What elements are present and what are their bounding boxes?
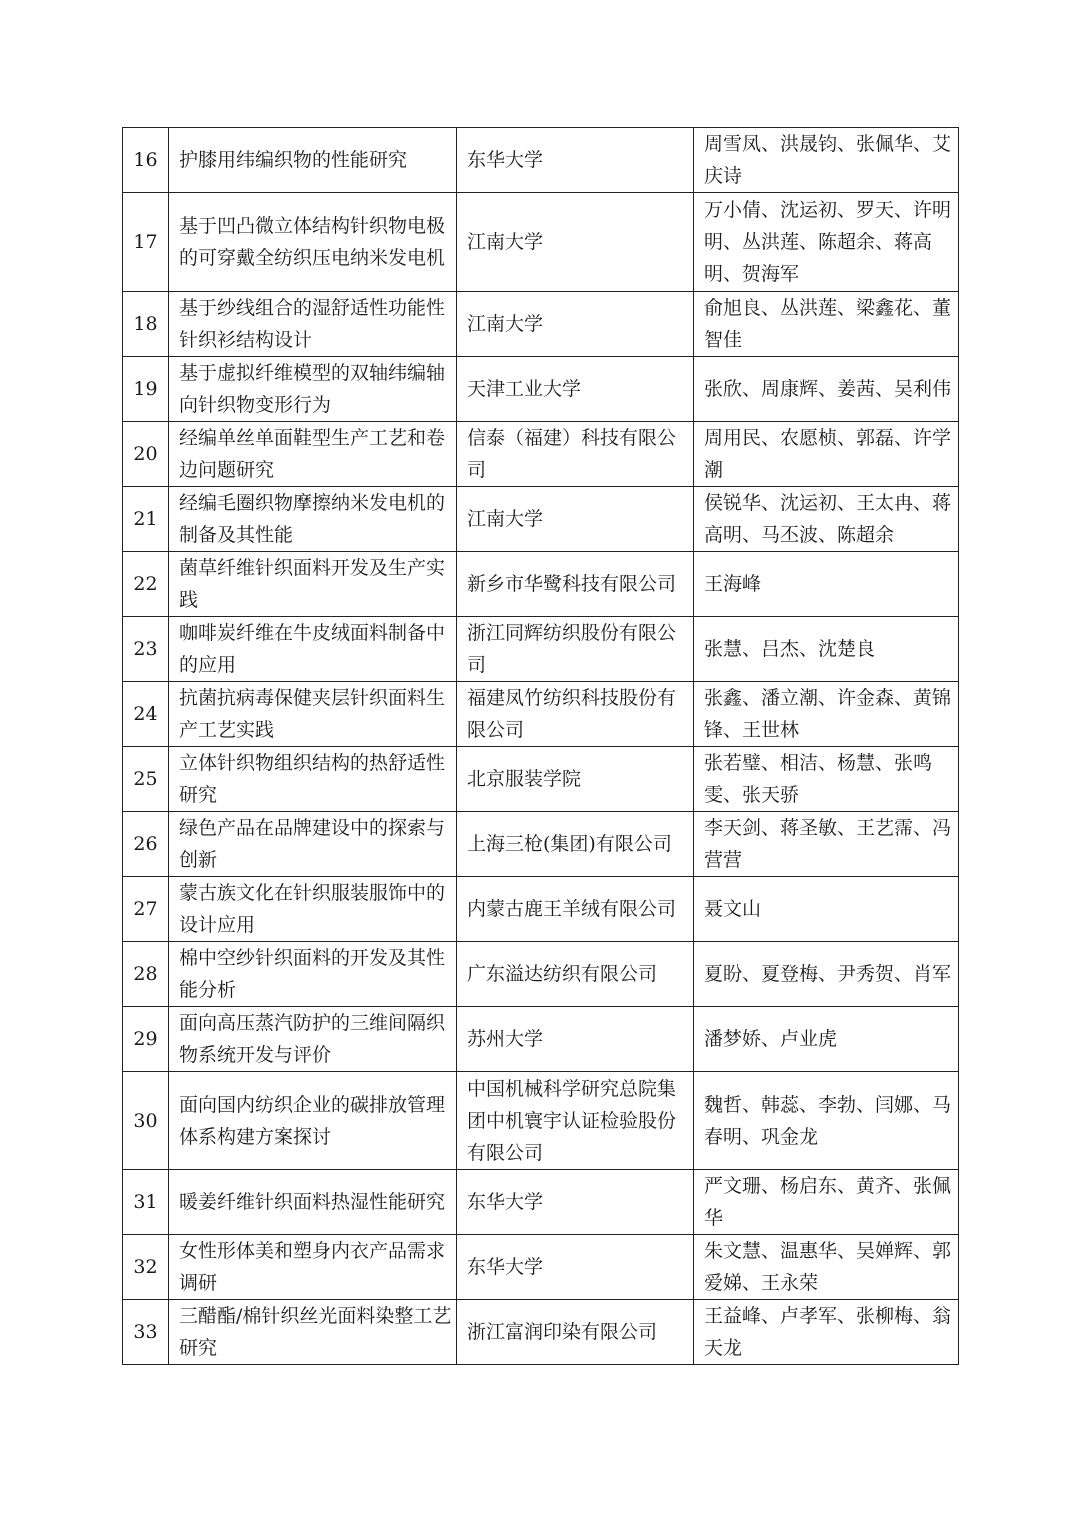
authors: 张若璧、相洁、杨慧、张鸣雯、张天骄	[694, 747, 959, 812]
table-row	[123, 747, 959, 812]
organization: 浙江同辉纺织股份有限公司	[457, 617, 694, 682]
paper-title: 抗菌抗病毒保健夹层针织面料生产工艺实践	[169, 682, 457, 747]
organization: 新乡市华鹭科技有限公司	[457, 552, 694, 617]
row-number: 32	[123, 1235, 169, 1300]
authors: 周雪凤、洪晟钧、张佩华、艾庆诗	[694, 128, 959, 193]
authors: 俞旭良、丛洪莲、梁鑫花、董智佳	[694, 292, 959, 357]
authors: 张鑫、潘立潮、许金森、黄锦锋、王世林	[694, 682, 959, 747]
organization: 东华大学	[457, 1170, 694, 1235]
authors: 严文珊、杨启东、黄齐、张佩华	[694, 1170, 959, 1235]
row-number: 19	[123, 357, 169, 422]
organization: 中国机械科学研究总院集团中机寰宇认证检验股份有限公司	[457, 1072, 694, 1170]
authors: 万小倩、沈运初、罗天、许明明、丛洪莲、陈超余、蒋高明、贺海军	[694, 193, 959, 292]
table-row	[123, 1300, 959, 1365]
table-body	[123, 128, 959, 1365]
row-number: 21	[123, 487, 169, 552]
row-number: 17	[123, 193, 169, 292]
authors: 王海峰	[694, 552, 959, 617]
row-number: 18	[123, 292, 169, 357]
organization: 上海三枪(集团)有限公司	[457, 812, 694, 877]
table-row	[123, 128, 959, 193]
row-number: 26	[123, 812, 169, 877]
organization: 浙江富润印染有限公司	[457, 1300, 694, 1365]
paper-title: 经编单丝单面鞋型生产工艺和卷边问题研究	[169, 422, 457, 487]
authors: 张慧、吕杰、沈楚良	[694, 617, 959, 682]
authors: 李天剑、蒋圣敏、王艺霈、冯营营	[694, 812, 959, 877]
table-row	[123, 422, 959, 487]
organization: 江南大学	[457, 193, 694, 292]
table-row	[123, 292, 959, 357]
organization: 苏州大学	[457, 1007, 694, 1072]
table-row	[123, 487, 959, 552]
row-number: 22	[123, 552, 169, 617]
paper-title: 立体针织物组织结构的热舒适性研究	[169, 747, 457, 812]
paper-title: 暖姜纤维针织面料热湿性能研究	[169, 1170, 457, 1235]
table-row	[123, 193, 959, 292]
table-row	[123, 1007, 959, 1072]
organization: 北京服装学院	[457, 747, 694, 812]
row-number: 25	[123, 747, 169, 812]
paper-title: 面向国内纺织企业的碳排放管理体系构建方案探讨	[169, 1072, 457, 1170]
authors: 周用民、农愿桢、郭磊、许学潮	[694, 422, 959, 487]
authors: 夏盼、夏登梅、尹秀贺、肖军	[694, 942, 959, 1007]
organization: 江南大学	[457, 292, 694, 357]
authors: 潘梦娇、卢业虎	[694, 1007, 959, 1072]
row-number: 30	[123, 1072, 169, 1170]
authors: 魏哲、韩蕊、李勃、闫娜、马春明、巩金龙	[694, 1072, 959, 1170]
paper-title: 女性形体美和塑身内衣产品需求调研	[169, 1235, 457, 1300]
organization: 东华大学	[457, 1235, 694, 1300]
paper-title: 菌草纤维针织面料开发及生产实践	[169, 552, 457, 617]
paper-title: 基于纱线组合的湿舒适性功能性针织衫结构设计	[169, 292, 457, 357]
paper-title: 经编毛圈织物摩擦纳米发电机的制备及其性能	[169, 487, 457, 552]
authors: 张欣、周康辉、姜茜、吴利伟	[694, 357, 959, 422]
organization: 江南大学	[457, 487, 694, 552]
paper-title: 咖啡炭纤维在牛皮绒面料制备中的应用	[169, 617, 457, 682]
row-number: 28	[123, 942, 169, 1007]
table-row	[123, 682, 959, 747]
paper-title: 蒙古族文化在针织服装服饰中的设计应用	[169, 877, 457, 942]
table-row	[123, 617, 959, 682]
paper-title: 基于凹凸微立体结构针织物电极的可穿戴全纺织压电纳米发电机	[169, 193, 457, 292]
row-number: 20	[123, 422, 169, 487]
authors: 侯锐华、沈运初、王太冉、蒋高明、马丕波、陈超余	[694, 487, 959, 552]
row-number: 24	[123, 682, 169, 747]
award-table	[122, 127, 959, 1365]
table-row	[123, 812, 959, 877]
organization: 天津工业大学	[457, 357, 694, 422]
table-row	[123, 552, 959, 617]
organization: 东华大学	[457, 128, 694, 193]
row-number: 16	[123, 128, 169, 193]
table-row	[123, 942, 959, 1007]
row-number: 27	[123, 877, 169, 942]
table-row	[123, 877, 959, 942]
paper-title: 基于虚拟纤维模型的双轴纬编轴向针织物变形行为	[169, 357, 457, 422]
row-number: 33	[123, 1300, 169, 1365]
row-number: 23	[123, 617, 169, 682]
authors: 王益峰、卢孝军、张柳梅、翁天龙	[694, 1300, 959, 1365]
paper-title: 绿色产品在品牌建设中的探索与创新	[169, 812, 457, 877]
paper-title: 护膝用纬编织物的性能研究	[169, 128, 457, 193]
authors: 聂文山	[694, 877, 959, 942]
table-row	[123, 357, 959, 422]
table-row	[123, 1235, 959, 1300]
table-row	[123, 1170, 959, 1235]
paper-title: 三醋酯/棉针织丝光面料染整工艺研究	[169, 1300, 457, 1365]
authors: 朱文慧、温惠华、吴婵辉、郭爱娣、王永荣	[694, 1235, 959, 1300]
table-row	[123, 1072, 959, 1170]
row-number: 29	[123, 1007, 169, 1072]
organization: 福建凤竹纺织科技股份有限公司	[457, 682, 694, 747]
row-number: 31	[123, 1170, 169, 1235]
organization: 信泰（福建）科技有限公司	[457, 422, 694, 487]
paper-title: 棉中空纱针织面料的开发及其性能分析	[169, 942, 457, 1007]
paper-title: 面向高压蒸汽防护的三维间隔织物系统开发与评价	[169, 1007, 457, 1072]
organization: 广东溢达纺织有限公司	[457, 942, 694, 1007]
organization: 内蒙古鹿王羊绒有限公司	[457, 877, 694, 942]
